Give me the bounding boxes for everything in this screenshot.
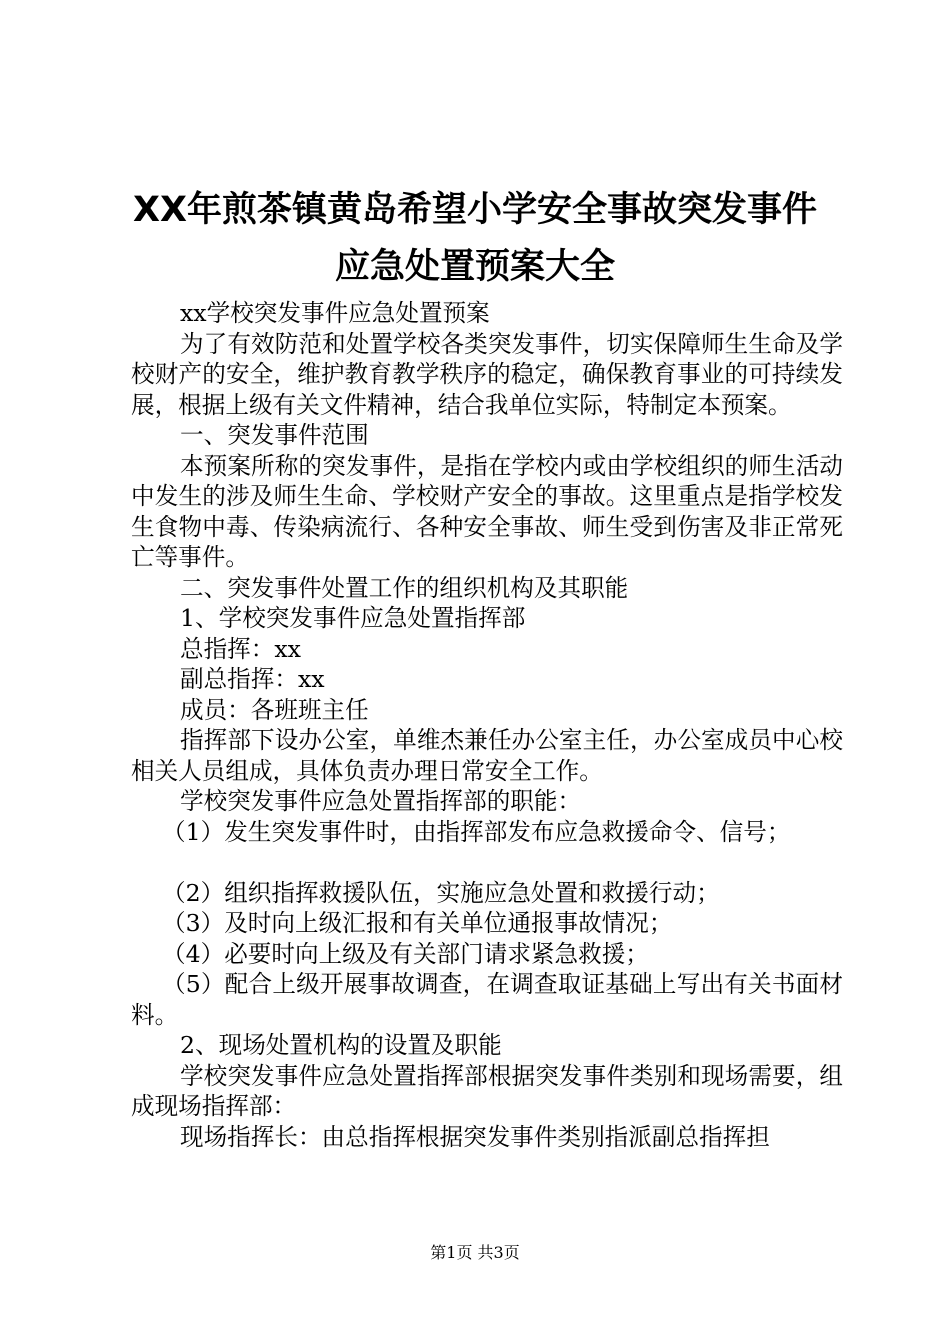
deputy-commander-line: 副总指挥：xx [180,665,325,693]
subsection-heading-2: 2、现场处置机构的设置及职能 [180,1031,502,1059]
function-item-3: （3）及时向上级汇报和有关单位通报事故情况； [162,909,673,937]
paragraph-onsite: 学校突发事件应急处置指挥部根据突发事件类别和现场需要，组成现场指挥部： [131,1061,843,1120]
blank-line [131,847,843,878]
paragraph-scope: 本预案所称的突发事件，是指在学校内或由学校组织的师生活动中发生的涉及师生生命、学校财产安全的事故。这里重点是指学校发生食物中毒、传染病流行、各种安全事故、师生受到伤害及非正常死亡等事件。 [131,451,843,571]
document-title-line-2: 应急处置预案大全 [334,247,615,287]
function-item-5: （5）配合上级开展事故调查，在调查取证基础上写出有关书面材料。 [131,970,843,1029]
members-line: 成员：各班班主任 [180,695,369,724]
page-footer: 第1页 共3页 [430,1243,520,1262]
doc-subtitle: xx学校突发事件应急处置预案 [180,299,490,327]
section-heading-2: 二、突发事件处置工作的组织机构及其职能 [180,573,629,602]
paragraph-purpose: 为了有效防范和处置学校各类突发事件，切实保障师生生命及学校财产的安全，维护教育教学秩序的稳定，确保教育事业的可持续发展，根据上级有关文件精神，结合我单位实际，特制定本预案。 [131,329,843,419]
document-body [131,298,843,1152]
function-item-1: （1）发生突发事件时，由指挥部发布应急救援命令、信号； [162,817,791,846]
paragraph-office: 指挥部下设办公室，单维杰兼任办公室主任，办公室成员中心校相关人员组成，具体负责办理日常安全工作。 [131,726,843,785]
paragraph-onsite-commander: 现场指挥长：由总指挥根据突发事件类别指派副总指挥担 [180,1122,770,1151]
document-title-line-1: XX年煎茶镇黄岛希望小学安全事故突发事件 [133,190,817,230]
function-item-2: （2）组织指挥救援队伍，实施应急处置和救援行动； [162,878,720,907]
section-heading-1: 一、突发事件范围 [180,421,369,449]
functions-heading: 学校突发事件应急处置指挥部的职能： [180,787,582,815]
subsection-heading-1: 1、学校突发事件应急处置指挥部 [180,604,526,632]
function-item-4: （4）必要时向上级及有关部门请求紧急救援； [162,939,649,968]
commander-line: 总指挥：xx [180,634,301,663]
